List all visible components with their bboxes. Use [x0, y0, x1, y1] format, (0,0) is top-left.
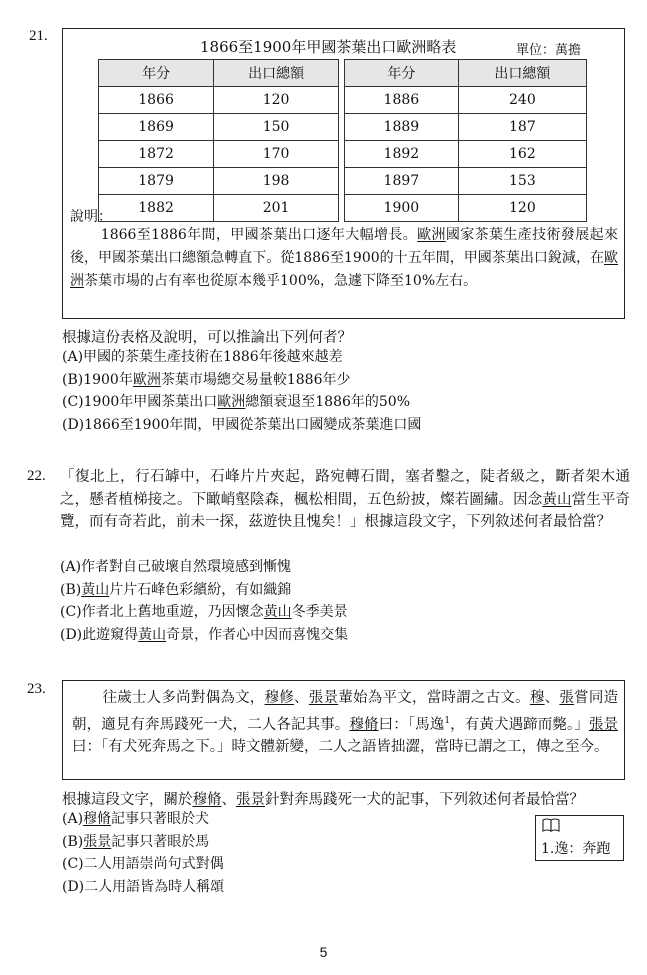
- table-row: [345, 168, 587, 195]
- col-header-total: 出口總額: [458, 60, 586, 87]
- gloss-text: 1.逸：奔跑: [541, 841, 611, 857]
- option-b[interactable]: [62, 369, 421, 392]
- passage-text: 嘗同造朝，適見有奔馬踐死一犬，二人各記其事。: [72, 690, 619, 733]
- proper-noun: 黃山: [138, 626, 167, 643]
- table-row: [345, 141, 587, 168]
- option-a[interactable]: [62, 808, 224, 831]
- proper-noun: 張景: [236, 792, 265, 808]
- note-paragraph: [70, 224, 618, 293]
- option-text: 記事只著眼於犬: [111, 811, 210, 827]
- option-text: (C)作者北上舊地重遊，乃因懷念: [60, 604, 264, 620]
- option-text: 片片石峰色彩繽紛，有如織錦: [109, 581, 292, 598]
- proper-noun: 歐洲: [417, 227, 446, 243]
- option-a[interactable]: (A)甲國的茶葉生產技術在1886年後越來越差: [62, 349, 343, 365]
- table-row: [345, 87, 587, 114]
- passage-text: 、: [544, 690, 560, 706]
- q23-passage: [72, 687, 618, 758]
- page-number: 5: [319, 944, 328, 960]
- year-cell: 1866: [99, 87, 214, 114]
- option-c[interactable]: [60, 601, 348, 624]
- option-text: (D)此遊窺得: [60, 626, 139, 643]
- col-header-year: 年分: [99, 60, 214, 87]
- table-row: [99, 87, 339, 114]
- q23-stem: [62, 788, 584, 809]
- proper-noun: 歐洲: [217, 394, 246, 410]
- q22-number: 22.: [27, 468, 46, 484]
- option-d[interactable]: [60, 624, 348, 647]
- total-cell: 240: [458, 87, 586, 114]
- option-text: 奇景，作者心中因而喜愧交集: [166, 626, 349, 643]
- passage-text: 「復北上，行石罅中，石峰片片夾起，路宛轉石間，塞者鑿之，陡者級之，斷者架木通之，懸者植梯接之。下瞰峭壑陰森，楓松相間，五色紛披，燦若圖繡。因念: [60, 469, 630, 508]
- proper-noun: 歐洲: [70, 250, 618, 289]
- year-cell: 1869: [99, 114, 214, 141]
- q22-passage: [60, 466, 630, 534]
- table-row: [99, 168, 339, 195]
- passage-text: 曰：「馬逸: [378, 716, 445, 733]
- note-text: 1866至1886年間，甲國茶葉出口逐年大幅增長。: [100, 227, 418, 243]
- option-c[interactable]: [62, 391, 421, 414]
- q23-options: [62, 808, 224, 898]
- total-cell: 162: [458, 141, 586, 168]
- year-cell: 1886: [345, 87, 459, 114]
- option-text: (C)1900年甲國茶葉出口: [62, 394, 218, 410]
- option-c[interactable]: (C)二人用語崇尚句式對偶: [62, 856, 224, 872]
- q21-stem: 根據這份表格及說明，可以推論出下列何者？: [62, 330, 352, 346]
- export-table-left: [98, 59, 339, 222]
- passage-text: 往歲士人多尚對偶為文，: [102, 690, 265, 706]
- total-cell: 198: [214, 168, 339, 195]
- year-cell: 1889: [345, 114, 459, 141]
- table-row: [345, 195, 587, 222]
- passage-text: ，有黃犬遇蹄而斃。」: [450, 716, 589, 733]
- option-text: (B): [62, 833, 84, 850]
- stem-text: 根據這段文字，關於: [62, 792, 193, 808]
- option-text: 冬季美景: [291, 604, 348, 620]
- book-icon: [542, 818, 560, 836]
- table-unit: 單位：萬擔: [516, 43, 582, 58]
- proper-noun: 穆脩: [192, 792, 222, 808]
- col-header-total: 出口總額: [214, 60, 339, 87]
- table-title: [200, 36, 456, 57]
- option-text: 記事只著眼於馬: [111, 833, 210, 850]
- total-cell: 153: [458, 168, 586, 195]
- year-cell: 1897: [345, 168, 459, 195]
- col-header-year: 年分: [345, 60, 459, 87]
- option-text: (B): [60, 581, 82, 598]
- note-text: 國家茶葉生產技術發展起來後，甲國茶葉出口總額急轉直下。從1886至1900的十五年間，甲國茶葉出口銳減，在: [70, 227, 619, 266]
- year-cell: 1872: [99, 141, 214, 168]
- stem-text: 、: [221, 792, 236, 808]
- option-d[interactable]: (D)二人用語皆為時人稱頌: [62, 878, 225, 895]
- passage-text: 、: [294, 690, 309, 706]
- proper-noun: 張景: [83, 833, 112, 850]
- proper-noun: 黃山: [263, 604, 292, 620]
- passage-text: 曰：「有犬死奔馬之下。」時文體新變，二人之語皆拙澀，當時已謂之工，傳之至今。: [72, 738, 609, 755]
- year-cell: 1892: [345, 141, 459, 168]
- total-cell: 120: [458, 195, 586, 222]
- table-row: [99, 114, 339, 141]
- note-label: 說明：: [70, 209, 112, 225]
- q21-options: [62, 346, 421, 436]
- total-cell: 201: [214, 195, 339, 222]
- table-row: [99, 141, 339, 168]
- option-text: 茶葉市場總交易量較1886年少: [160, 371, 351, 388]
- total-cell: 120: [214, 87, 339, 114]
- proper-noun: 黃山: [542, 491, 572, 508]
- option-text: 總額衰退至1886年的50%: [245, 394, 411, 410]
- option-text: (B)1900年: [62, 371, 133, 388]
- proper-noun: 黃山: [81, 581, 110, 598]
- note-text: 茶葉市場的占有率也從原本幾乎100%，急遽下降至10%左右。: [84, 273, 478, 289]
- passage-text: 當生平奇覽，而有奇若此，前未一探，茲遊快且愧矣！」根據這段文字，下列敘述何者最恰當？: [60, 491, 631, 530]
- total-cell: 170: [214, 141, 339, 168]
- table-row: [345, 114, 587, 141]
- proper-noun: 張: [559, 690, 575, 706]
- passage-text: 輩始為平文，當時謂之古文。: [338, 690, 530, 706]
- q22-options: [60, 556, 348, 646]
- total-cell: 187: [458, 114, 586, 141]
- proper-noun: 張景: [308, 690, 339, 706]
- table-title-text: 1866至1900年甲國茶葉出口歐洲略表: [200, 38, 457, 56]
- option-a[interactable]: (A)作者對自己破壞自然環境感到慚愧: [60, 559, 292, 575]
- footnote-marker: 1: [444, 715, 451, 726]
- option-text: (A): [62, 811, 84, 827]
- year-cell: 1900: [345, 195, 459, 222]
- q23-number: 23.: [27, 681, 46, 697]
- option-b[interactable]: [60, 579, 348, 602]
- year-cell: 1882: [99, 195, 214, 222]
- table-row: [99, 195, 339, 222]
- proper-noun: 穆修: [264, 690, 295, 706]
- proper-noun: 穆脩: [83, 811, 112, 827]
- proper-noun: 歐洲: [132, 371, 161, 388]
- export-table-right: [344, 59, 587, 222]
- proper-noun: 穆脩: [349, 716, 379, 733]
- proper-noun: 穆: [529, 690, 545, 706]
- total-cell: 150: [214, 114, 339, 141]
- option-b[interactable]: [62, 831, 224, 854]
- stem-text: 針對奔馬踐死一犬的記事，下列敘述何者最恰當？: [265, 792, 584, 808]
- year-cell: 1879: [99, 168, 214, 195]
- option-d[interactable]: (D)1866至1900年間，甲國從茶葉出口國變成茶葉進口國: [62, 416, 422, 433]
- q21-number: 21.: [29, 28, 48, 44]
- proper-noun: 張景: [588, 716, 619, 733]
